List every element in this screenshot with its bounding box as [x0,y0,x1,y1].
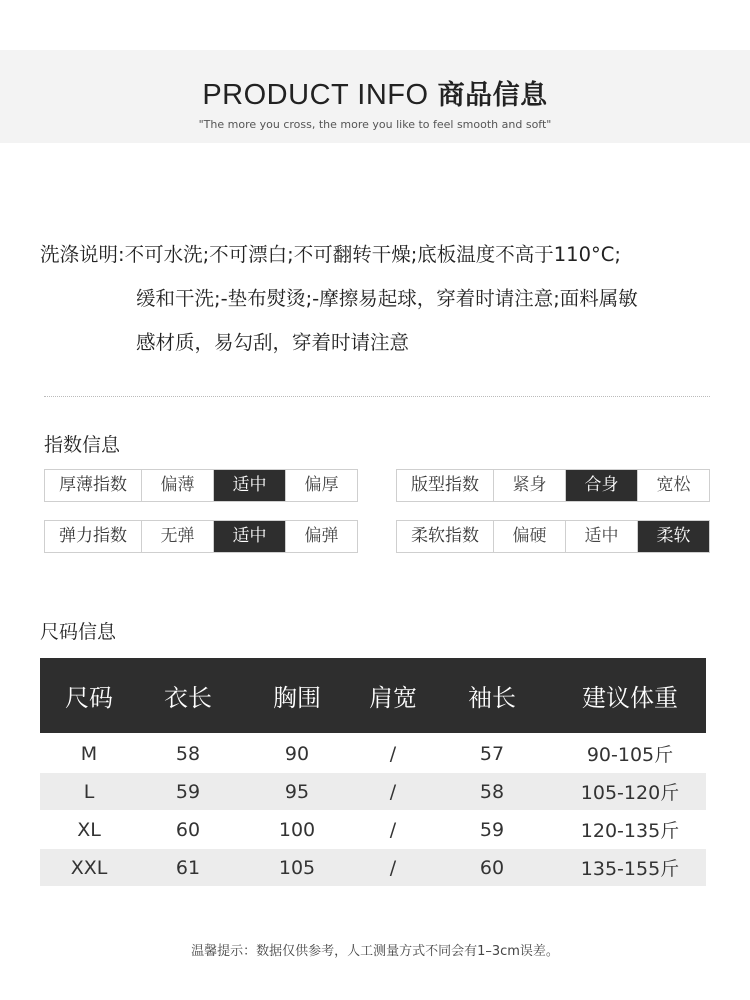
header-shoulder: 肩宽 [369,684,417,712]
care-instructions [40,233,720,365]
table-row [40,773,706,810]
header-length: 衣长 [164,684,212,712]
care-line-1: 洗涤说明:不可水洗;不可漂白;不可翻转干燥;底板温度不高于110°C; [40,243,621,266]
index-option-selected: 适中 [213,521,285,552]
cell-size: L [83,780,95,803]
index-option: 偏硬 [493,521,565,552]
index-row-elasticity [44,520,358,553]
index-option: 偏厚 [285,470,357,501]
index-option-selected: 适中 [213,470,285,501]
cell-size: XL [77,818,101,841]
table-row [40,735,706,772]
index-option-selected: 柔软 [637,521,709,552]
cell-sleeve: 60 [479,856,505,879]
cell-sleeve: 57 [479,742,505,765]
index-option: 偏弹 [285,521,357,552]
size-section-title: 尺码信息 [40,621,117,643]
section-divider [44,396,710,397]
cell-length: 61 [175,856,201,879]
cell-size: M [80,742,98,765]
index-option: 偏薄 [141,470,213,501]
title-chinese: 商品信息 [437,80,548,111]
index-label: 版型指数 [411,475,479,495]
header-banner [0,50,750,143]
index-label: 柔软指数 [411,526,479,546]
index-row-softness [396,520,710,553]
header-size: 尺码 [65,684,113,712]
cell-chest: 105 [278,856,316,879]
index-label: 厚薄指数 [59,475,127,495]
title-english: PRODUCT INFO [202,79,429,111]
header-weight: 建议体重 [582,684,678,712]
page-title [0,73,750,112]
index-option: 紧身 [493,470,565,501]
table-row [40,811,706,848]
table-row [40,849,706,886]
header-chest: 胸围 [273,684,321,712]
index-option: 宽松 [637,470,709,501]
cell-weight: 105-120斤 [580,782,680,804]
index-option: 适中 [565,521,637,552]
care-line-2: 缓和干洗;-垫布熨烫;-摩擦易起球，穿着时请注意;面料属敏 [136,287,638,310]
cell-shoulder: / [389,742,397,765]
cell-sleeve: 58 [479,780,505,803]
size-table [40,658,706,886]
index-option-selected: 合身 [565,470,637,501]
disclaimer-note: 温馨提示：数据仅供参考，人工测量方式不同会有1–3cm误差。 [191,944,559,959]
index-section-title: 指数信息 [44,434,121,456]
size-table-header [40,658,706,733]
cell-chest: 95 [284,780,310,803]
size-table-body [40,735,706,886]
cell-weight: 120-135斤 [580,820,680,842]
page-subtitle: "The more you cross, the more you like to feel smooth and soft" [198,118,552,131]
cell-shoulder: / [389,780,397,803]
cell-chest: 100 [278,818,316,841]
cell-length: 58 [175,742,201,765]
index-row-fit [396,469,710,502]
index-label: 弹力指数 [59,526,127,546]
index-row-thickness [44,469,358,502]
index-option: 无弹 [141,521,213,552]
header-sleeve: 袖长 [468,684,516,712]
cell-sleeve: 59 [479,818,505,841]
cell-length: 59 [175,780,201,803]
cell-shoulder: / [389,856,397,879]
cell-length: 60 [175,818,201,841]
care-line-3: 感材质，易勾刮，穿着时请注意 [136,331,410,354]
cell-weight: 90-105斤 [586,744,674,766]
cell-size: XXL [70,856,108,879]
cell-shoulder: / [389,818,397,841]
cell-chest: 90 [284,742,310,765]
cell-weight: 135-155斤 [580,858,680,880]
